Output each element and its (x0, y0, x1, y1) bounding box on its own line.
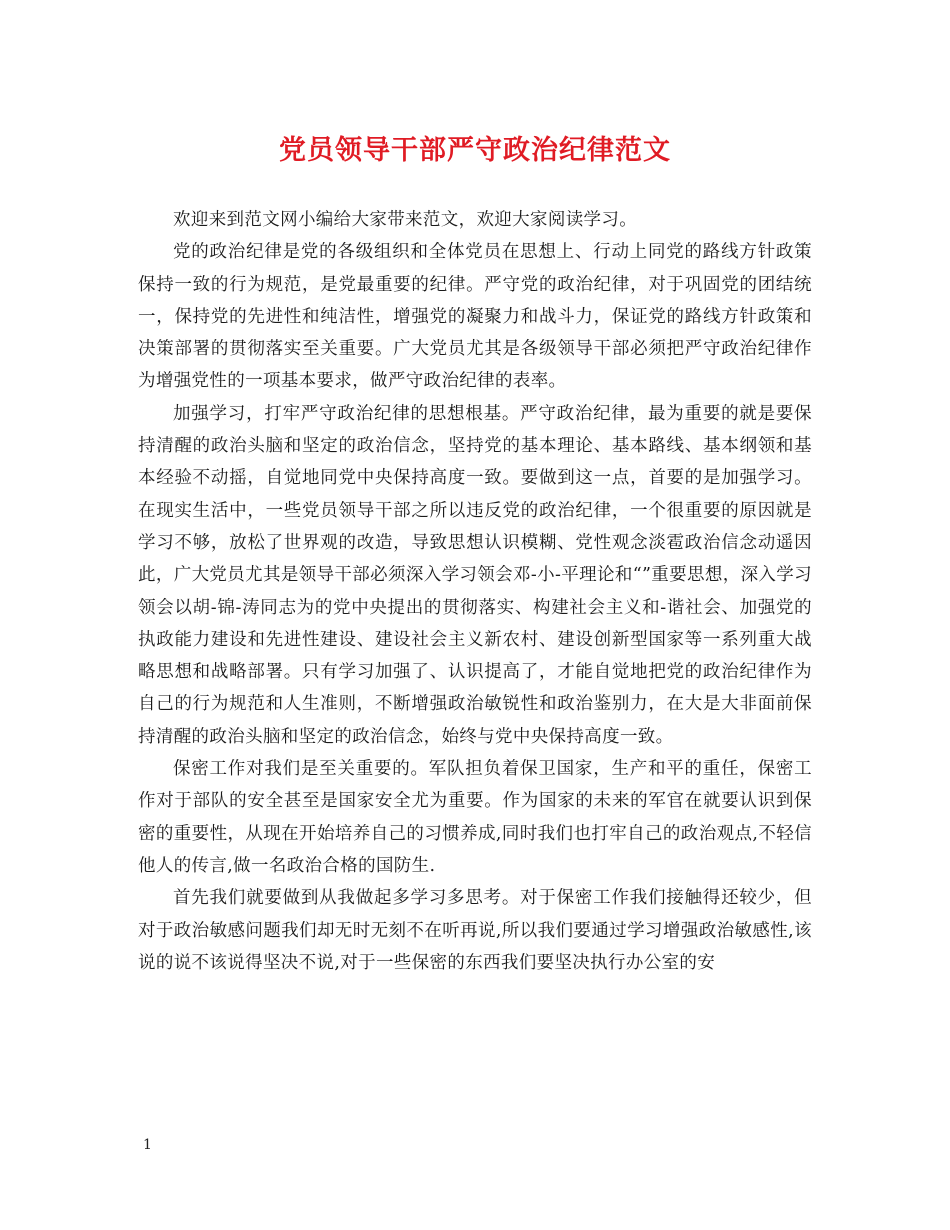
paragraph-intro: 欢迎来到范文网小编给大家带来范文，欢迎大家阅读学习。 (173, 210, 638, 230)
document-body (138, 204, 812, 979)
paragraph-strengthen-learning: 加强学习，打牢严守政治纪律的思想根基。严守政治纪律，最为重要的就是要保持清醒的政治头脑和坚定的政治信念，坚持党的基本理论、基本路线、基本纲领和基本经验不动摇，自觉地同党中央保持高度一致。要做到这一点，首要的是加强学习。在现实生活中，一些党员领导干部之所以违反党的政治纪律，一个很重要的原因就是学习不够，放松了世界观的改造，导致思想认识模糊、党性观念淡雹政治信念动遥因此，广大党员尤其是领导干部必须深入学习领会邓-小-平理论和“”重要思想，深入学习领会以胡-锦-涛同志为的党中央提出的贯彻落实、构建社会主义和-谐社会、加强党的执政能力建设和先进性建设、建设社会主义新农村、建设创新型国家等一系列重大战略思想和战略部署。只有学习加强了、认识提高了，才能自觉地把党的政治纪律作为自己的行为规范和人生准则，不断增强政治敏锐性和政治鉴别力，在大是大非面前保持清醒的政治头脑和坚定的政治信念，始终与党中央保持高度一致。 (138, 403, 812, 747)
paragraph-start-with-self: 首先我们就要做到从我做起多学习多思考。对于保密工作我们接触得还较少，但对于政治敏感问题我们却无时无刻不在听再说,所以我们要通过学习增强政治敏感性,该说的说不该说得坚决不说,对于一些保密的东西我们要坚决执行办公室的安 (138, 888, 812, 973)
page-number: 1 (143, 1137, 152, 1153)
paragraph-political-discipline: 党的政治纪律是党的各级组织和全体党员在思想上、行动上同党的路线方针政策保持一致的行为规范，是党最重要的纪律。严守党的政治纪律，对于巩固党的团结统一，保持党的先进性和纯洁性，增强党的凝聚力和战斗力，保证党的路线方针政策和决策部署的贯彻落实至关重要。广大党员尤其是各级领导干部必须把严守政治纪律作为增强党性的一项基本要求，做严守政治纪律的表率。 (138, 242, 812, 392)
document-title: 党员领导干部严守政治纪律范文 (279, 135, 671, 166)
paragraph-confidentiality: 保密工作对我们是至关重要的。军队担负着保卫国家，生产和平的重任，保密工作对于部队的安全甚至是国家安全尤为重要。作为国家的未来的军官在就要认识到保密的重要性，从现在开始培养自己的习惯养成,同时我们也打牢自己的政治观点,不轻信他人的传言,做一名政治合格的国防生. (138, 759, 812, 876)
